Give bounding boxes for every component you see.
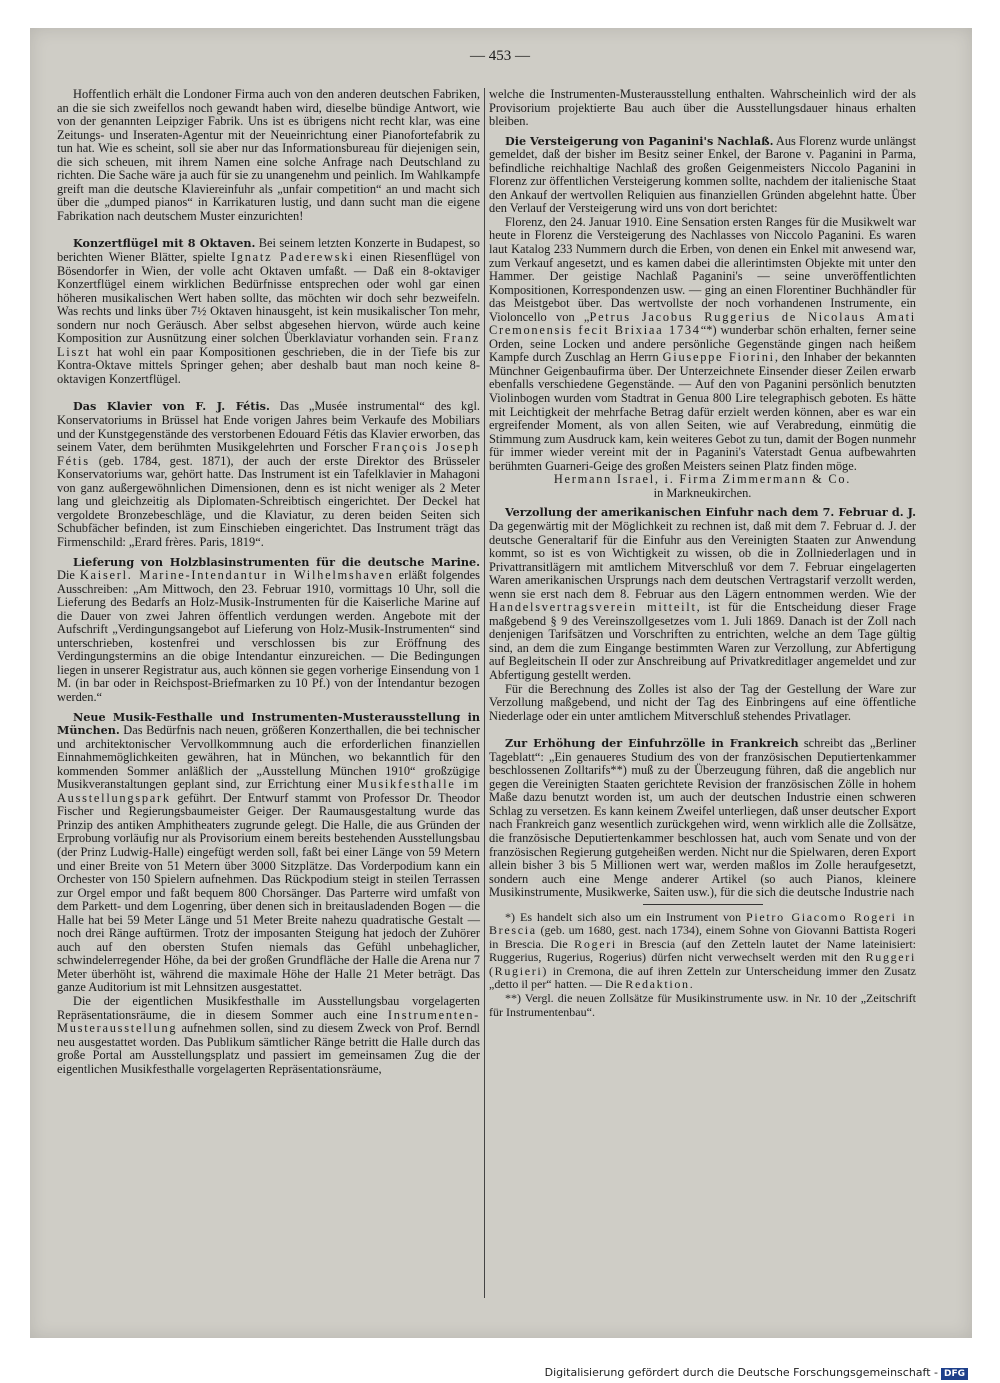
right-column: [489, 88, 916, 1019]
heading-paganini: Die Versteigerung von Paganini's Nachlaß.: [505, 133, 774, 148]
article-fetis-piano: Das Klavier von F. J. Fétis. Das „Musée instrumental“ des kgl. Konservatoriums in Brüssel hat Ende vorigen Jahres beim Verkaufe des Mobiliars und der Kunstgegenstände des verstorbenen Edouard Fétis das Klavier erworben, das seinem Vater, dem berühmten Musikgelehrten und Forscher François Joseph Fétis (geb. 1784, gest. 1871), der auch der erste Direktor des Brüsseler Konservatoriums war, gehört hatte. Das Instrument ist ein Tafelklavier in Mahagoni von ganz außergewöhnlichen Dimensionen, denn es ist nicht weniger als 2 Meter lang und gleichzeitig als Diplomaten-Schreibtisch eingerichtet. Der Deckel hat vergoldete Bronzebeschläge, und die Klaviatur, zu deren beiden Seiten sich Schubfächer befinden, ist zum Einschieben eingerichtet. Das Instrument trägt das Firmenschild: „Erard frères. Paris, 1819“.: [57, 399, 480, 549]
person-name: Giuseppe Fiorini: [662, 350, 775, 365]
signature-line-1: Hermann Israel, i. Firma Zimmermann & Co.: [553, 472, 852, 487]
paragraph-customs-2: Für die Berechnung des Zolles ist also der Tag der Gestellung der Ware zur Verzollung maßgebend, und nicht der Tag des Einbringens auf eine öffentliche Niederlage oder ein unter amtlichem Mitverschluß stehendes Privatlager.: [489, 681, 916, 723]
footnote-2: **) Vergl. die neuen Zollsätze für Musikinstrumente usw. in Nr. 10 der „Zeitschrift für Instrumentenbau“.: [489, 991, 916, 1019]
footnote-1: *) Es handelt sich also um ein Instrument von Pietro Giacomo Rogeri in Brescia (geb. um 1680, gest. nach 1734), einem Sohne von Giovanni Battista Rogeri in Brescia. Die Rogeri in Brescia (auf den Zetteln lautet der Name lateinisiert: Ruggerius, Rugerius, Rogerius) dürfen nicht verwechselt werden mit den Ruggeri (Rugieri) in Cremona, die auf ihren Zetteln zur Unterscheidung immer den Zusatz „detto il per“ hatten. — Die Redaktion.: [489, 909, 916, 992]
exhibition-name: Instrumenten-Musterausstellung: [57, 1007, 480, 1036]
footnote-divider: [643, 904, 763, 905]
dfg-logo: DFG: [941, 1368, 968, 1380]
page-number: — 453 —: [470, 48, 530, 64]
person-name: Franz Liszt: [57, 331, 480, 359]
heading-customs: Verzollung der amerikanischen Einfuhr nach dem 7. Februar d. J.: [505, 505, 916, 520]
article-customs: Verzollung der amerikanischen Einfuhr nach dem 7. Februar d. J. Da gegenwärtig mit der Möglichkeit zu rechnen ist, daß mit dem 7. Februar d. J. der deutsche Generaltarif für die Einfuhr aus den Vereinigten Staaten zur Anwendung kommt, so ist es von Wichtigkeit zu wissen, ob die in Zollniederlagen und in Privattransitlägern mit amtlichem Mitverschluß vor dem 7. Februar eingelagerten Waren amerikanischen Ursprungs nach dem deutschen Vertragstarif verzollt werden, wenn sie erst nach dem 8. Februar aus den Lägern entnommen werden. Wie der Handelsvertragsverein mitteilt, ist für die Entscheidung dieser Frage maßgebend § 9 des Vereinszollgesetzes vom 1. Juli 1869. Danach ist der Zoll nach denjenigen Tarifsätzen und Vorschriften zu entrichten, welche an dem Tage gültig sind, an dem die zum Eingange bestimmten Waren zur Verzollung, zur Abfertigung auf Begleitschein II oder zur Anschreibung auf Privatkreditlager angemeldet und zur Abfertigung gestellt werden.: [489, 505, 916, 682]
person-name: François Joseph Fétis: [57, 440, 480, 468]
heading-munich-hall: Neue Musik-Festhalle und Instrumenten-Musterausstellung in München.: [57, 709, 480, 738]
paragraph-munich-hall-2: Die der eigentlichen Musikfesthalle im Ausstellungsbau vorgelagerten Repräsentationsräume, die in diesem Sommer auch eine Instrumenten-Musterausstellung aufnehmen sollen, sind zu diesem Zweck von Prof. Berndl neu ausgestattet worden. Das Publikum sämtlicher Ränge betritt die Halle durch das große Portal am Ausstellungsplatz und passiert im gemeinsamen Zug die der eigentlichen Musikfesthalle vorgelagerten Repräsentationsräume,: [57, 994, 480, 1076]
heading-france-tariffs: Zur Erhöhung der Einfuhrzölle in Frankreich: [505, 736, 799, 751]
article-paganini: Die Versteigerung von Paganini's Nachlaß. Aus Florenz wurde unlängst gemeldet, daß der bisher im Besitz seiner Enkel, der Barone v. Paganini in Parma, befindliche reichhaltige Nachlaß des großen Geigenmeisters Niccolo Paganini in Florenz zur öffentlichen Versteigerung kommen sollte, nachdem der italienische Staat den Ankauf der wertvollen Reliquien aus finanziellen Gründen abgelehnt hatte. Über den Verlauf der Versteigerung wird uns von dort berichtet:: [489, 133, 916, 216]
digitization-credit: Digitalisierung gefördert durch die Deutsche Forschungsgemeinschaft - DFG: [545, 1366, 968, 1380]
paragraph-london-firm: Hoffentlich erhält die Londoner Firma auch von den anderen deutschen Fabriken, an die sie sich zweifellos noch gewandt haben wird, dieselbe bündige Antwort, wie von der genannten Leipziger Fabrik. Uns ist es übrigens nicht recht klar, was eine Zeitungs- und Inseraten-Agentur mit der Neueinrichtung einer Pianofortefabrik zu tun hat. Wie es scheint, soll sie aber nur das Informationsbureau für diejenigen sein, die sich scheuen, mit ihrem Namen eine solche Anfrage nach Deutschland zu richten. Die Sache wäre ja auch für sie zu unangenehm und peinlich. Im Wahlkampfe greift man die deutsche Klaviereinfuhr als „unfair competition“ an und macht sich über die „dumped pianos“ in Karrikaturen lustig, und dann sucht man die eigene Fabrikation nach deutschem Muster einzurichten!: [57, 87, 480, 223]
paragraph-exhibition-continued: welche die Instrumenten-Musterausstellung enthalten. Wahrscheinlich wird der als Provisorium projektierte Bau auch über die Ausstellungsdauer hinaus erhalten bleiben.: [489, 87, 916, 129]
article-france-tariffs: Zur Erhöhung der Einfuhrzölle in Frankreich schreibt das „Berliner Tageblatt“: „Ein genaueres Studium des von der französischen Deputiertenkammer beschlossenen Zolltarifs**) muß zu der Überzeugung führen, daß die angeblich nur gegen die Vereinigten Staaten gerichtete Revision der französischen Zölle in hohem Maße dazu benutzt worden ist, um auch der deutschen Industrie einen schweren Schlag zu versetzen. Es kann keinem Zweifel unterliegen, daß unser deutscher Export nach Frankreich ganz wesentlich zurückgehen wird, wenn wirklich alle die Zollsätze, die französische Deputiertenkammer beschlossen hat, auch vom Senate und von der französischen Regierung gutgeheißen werden. Nicht nur die Spielwaren, deren Export allein bisher 3 bis 5 Millionen wert war, werden maßlos im Zolle heraufgesetzt, sondern auch eine Menge anderer Artikel (so auch Pianos, kleinere Musikinstrumente, Musikwerke, Saiten usw.), für die sich die deutsche Industrie nach: [489, 736, 916, 900]
institution-name: Handelsvertragsverein mitteilt: [489, 600, 697, 615]
signature-line-2: in Markneukirchen.: [653, 485, 752, 500]
paragraph-paganini-report: Florenz, den 24. Januar 1910. Eine Sensation ersten Ranges für die Musikwelt war heute in Florenz die Versteigerung des Nachlasses von Niccolo Paganini. Es waren laut Katalog 233 Nummern durch die Erben, von denen ein Enkel mit anwesend war, zum Verkauf angesetzt, und es kamen dabei die allerintimsten Objekte mit unter den Hammer. Der geistige Nachlaß Paganini's — seine unveröffentlichten Kompositionen, Korrespondenzen usw. — ging an einen Florentiner Buchhändler für das Meistgebot über. Das wertvollste der noch vorhandenen Instrumente, ein Violoncello von „Petrus Jacobus Ruggerius de Nicolaus Amati Cremonensis fecit Brixiaa 1734“*) wunderbar schön erhalten, ferner seine Orden, seine Locken und andere persönliche Gegenstände gingen nach heißem Kampfe durch Zuschlag an Herrn Giuseppe Fiorini, den Inhaber der bekannten Münchner Geigenbaufirma über. Der Unterzeichnete Einsender dieser Zeilen erwarb ebenfalls verschiedene Gegenstände. — Auf den von Paganini persönlich benutzten Violinbogen wurden vom Stadtrat in Genua 800 Lire telegraphisch geboten. Es hätte mit Leichtigkeit der mehrfache Betrag dafür erzielt werden können, aber es war ein ergreifender Moment, als von allen Seiten, wie auf Verabredung, einmütig die Stimmung zum Ausdruck kam, kein weiteres Gebot zu tun, damit der Bogen nunmehr für immer wieder vereint mit der in Paganini's Vaterstadt Genua aufbewahrten berühmten Guarneri-Geige des großen Meisters seinen Platz finden möge.: [489, 214, 916, 473]
column-divider: [484, 88, 485, 1298]
article-munich-hall: Neue Musik-Festhalle und Instrumenten-Musterausstellung in München. Das Bedürfnis nach neuen, größeren Konzerthallen, die bei technischer und architektonischer Vervollkommnung auch die erforderlichen finanziellen Einnahmemöglichkeiten gewähren, hat in München, wo bekanntlich für den kommenden Sommer anläßlich der „Ausstellung München 1910“ großzügige Musikveranstaltungen geplant sind, zur Errichtung einer Musikfesthalle im Ausstellungspark geführt. Der Entwurf stammt von Professor Dr. Theodor Fischer und Regierungsbaumeister Geiger. Der Raumausgestaltung wurde das Prinzip des antiken Amphitheaters zugrunde gelegt. Die Halle, die aus Gründen der Erprobung vorläufig nur als Provisorium einem bereits bestehenden Ausstellungsbau (der Prinz Ludwig-Halle) eingefügt werden soll, faßt bei einer Länge von 59 Metern und einer Breite von 51 Metern über 3000 Sitzplätze. Das Vorderpodium kann ein Orchester von 150 Spielern aufnehmen. Das Rückpodium steigt in steilen Terrassen zur Orgel empor und faßt bequem 800 Chorsänger. Das Parterre wird umfaßt von dem Parkett- und dem Logenring, über denen sich in breitausladenden Bogen — die Halle hat bei 59 Meter Länge und 51 Meter Breite nahezu quadratische Gestalt — noch drei Ränge auftürmen. Trotz der imposanten Steigung hat jedoch der Zuhörer auch auf den obersten Stufen niemals das Gefühl unbehaglicher, schwindelerregender Höhe, da bei der großen Grundfläche der Halle die Arena nur 7 Meter überhöht ist, während die maximale Höhe der Halle 21 Meter beträgt. Das ganze Auditorium ist mit Lehnsitzen ausgestattet.: [57, 709, 480, 995]
article-concert-grand: Konzertflügel mit 8 Oktaven. Bei seinem letzten Konzerte in Budapest, so berichten Wiener Blätter, spielte Ignatz Paderewski einen Riesenflügel von Bösendorfer in Wien, der volle acht Oktaven umfaßt. — Daß ein 8-oktaviger Konzertflügel einem wirklichen Bedürfnisse entsprechen oder wohl gar einen höheren musikalischen Wert haben sollte, das möchten wir doch sehr bezweifeln. Was rechts und links über 7½ Oktaven hinausgeht, ist kein musikalischer Ton mehr, sondern nur noch Geräusch. Aber selbst abgesehen hiervon, würde auch keine Komposition zur Ausnützung einer solchen Überklaviatur vorhanden sein. Franz Liszt hat wohl ein paar Kompositionen geschrieben, die in der Tiefe bis zur Kontra-Oktave mittels Springer gehen; aber deshalb baut man noch keine 8-oktavigen Konzertflügel.: [57, 236, 481, 386]
heading-fetis-piano: Das Klavier von F. J. Fétis.: [73, 399, 270, 414]
article-navy-woodwinds: Lieferung von Holzblasinstrumenten für die deutsche Marine. Die Kaiserl. Marine-Intendantur in Wilhelmshaven erläßt folgendes Ausschreiben: „Am Mittwoch, den 23. Februar 1910, vormittags 10 Uhr, soll die Lieferung des Bedarfs an Holz-Musik-Instrumenten für die Kaiserliche Marine auf die Dauer von zwei Jahren öffentlich verdungen werden. Angebote mit der Aufschrift „Verdingungsangebot auf Lieferung von Holz-Musik-Instrumenten“ sind unterschrieben, kostenfrei und verschlossen bis zur Eröffnung des Verdingungstermins an die obige Intendantur einzureichen. — Die Bedingungen liegen in unserer Registratur aus, auch können sie gegen vorherige Einsendung von 1 M. (in bar oder in Reichspost-Briefmarken zu 10 Pf.) von der Intendantur bezogen werden.“: [57, 554, 480, 704]
left-column: [57, 88, 480, 1076]
heading-navy-woodwinds: Lieferung von Holzblasinstrumenten für die deutsche Marine.: [73, 554, 480, 569]
institution-name: Kaiserl. Marine-Intendantur in Wilhelmshaven: [79, 568, 394, 583]
person-name: Ignatz Paderewski: [230, 250, 355, 265]
instrument-label: Petrus Jacobus Ruggerius de Nicolaus Amati Cremonensis fecit Brixiaa 1734: [489, 309, 916, 338]
heading-concert-grand: Konzertflügel mit 8 Oktaven.: [73, 236, 256, 251]
venue-name: Musikfesthalle im Ausstellungspark: [57, 777, 480, 805]
